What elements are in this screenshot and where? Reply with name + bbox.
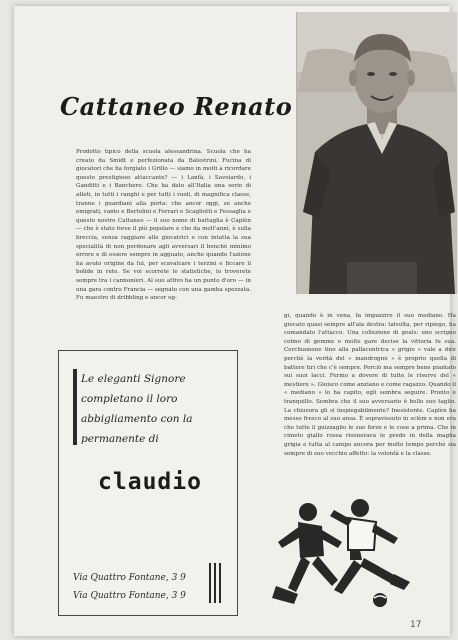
article-column-right: gi, quando è in vena, fa impazzire il suo mediano. Ha giocato quasi sempre all'ala destra: talvolta, per ripiego, ha comandato l'attacco. Una collezione di goals: uno scrigno colmo di gemme e molte gare decise la vittoria fu sua. Cerchiamone tino alla pallacentrica « grigio » vale a dire perchè la verità del « mandrogno » è proprio quella di battere tiri che c'è sempre. Perciò ma sempre bene piantato sui suoi lacci. Fermo a dovere di tutte le riserve del « mestiere ». Gioisco come anziano e come ragazzo. Quando il « mediano » lo ha capito, egli sembra seguire. Pronto e tranquillo. Sembra che il suo avversario è bello suo taglio. La chiusura gli si inspiegabilmente? Inesistente. Caplèn ha messo fresco al suo ansa. È sopravissuto in sclèm e non era che tutte il guizzaglio le sue forze e le cose a prima. Che in cimeto giallo rossa risonerava le predo in della maglia grigia e tutta al campo ancora per molto tempo perchè sia sempre di suo vecchio affetto: la volontà e la classe.	[284, 313, 456, 457]
ad-decorative-bar	[73, 369, 77, 445]
ad-text-line-3: abbigliamento con la	[81, 413, 193, 425]
ad-text-line-4: permanente di	[81, 433, 159, 445]
article-title: Cattaneo Renato	[60, 92, 293, 121]
article-column-left: Prodotto tipico della scuola alessandrina. Scuola che ha creato da Smidt e perfezionata da Balestrini. Fucina di giocatori che ha forgiato i Grillo — siamo in molti a ricordare questo prestigioso attaccante? — i Lanfà, i Savoiardo, i Ganditti e i Banchero. Che ha dato all'Italia una serie di atleti, in tutti i ranghi e per tutti i ruoli, di magnifica classe, tranne i guardiani alla porta: che ancor oggi, se anche emigrati, vanto e Bertolini e Ferrari e Scagliotti e Fessaglia e questo nostro Cattaneo — il suo nome di battaglia è Caplèn — che è stato forse il più popolare e che da molt'anni, è sulla breccia, senza raggiare alle giocatrici e con intatta la sua specialità di non perdonare agli avversari il benchè minimo errore e di essere sempre in agguato, anche quando l'azione ha avuto origine da lui, per scavalcare i terzini e ficcare il bolide in rete. Se voi scorrete le statistiche, lo troverete sempre tra i cannonieri. Al suo attivo ha un punto d'oro — in una gara contro Francia — segnato con una gamba spezzata. Fu maestro di dribbling e ancor og-	[76, 149, 251, 302]
ad-text-line-2: completano il loro	[81, 393, 178, 405]
page-number: 17	[410, 620, 422, 630]
player-portrait-image	[297, 12, 457, 294]
ad-brand-name: claudio	[98, 469, 202, 495]
ad-decorative-lines	[209, 563, 223, 603]
advertisement-box	[58, 350, 238, 616]
ad-address-line-1: Via Quattro Fontane, 3 9	[73, 573, 186, 583]
magazine-page	[14, 6, 456, 636]
ad-address-line-2: Via Quattro Fontane, 3 9	[73, 591, 186, 601]
footballers-illustration	[264, 486, 414, 616]
ad-text-line-1: Le eleganti Signore	[81, 373, 186, 385]
player-photo	[296, 12, 457, 294]
